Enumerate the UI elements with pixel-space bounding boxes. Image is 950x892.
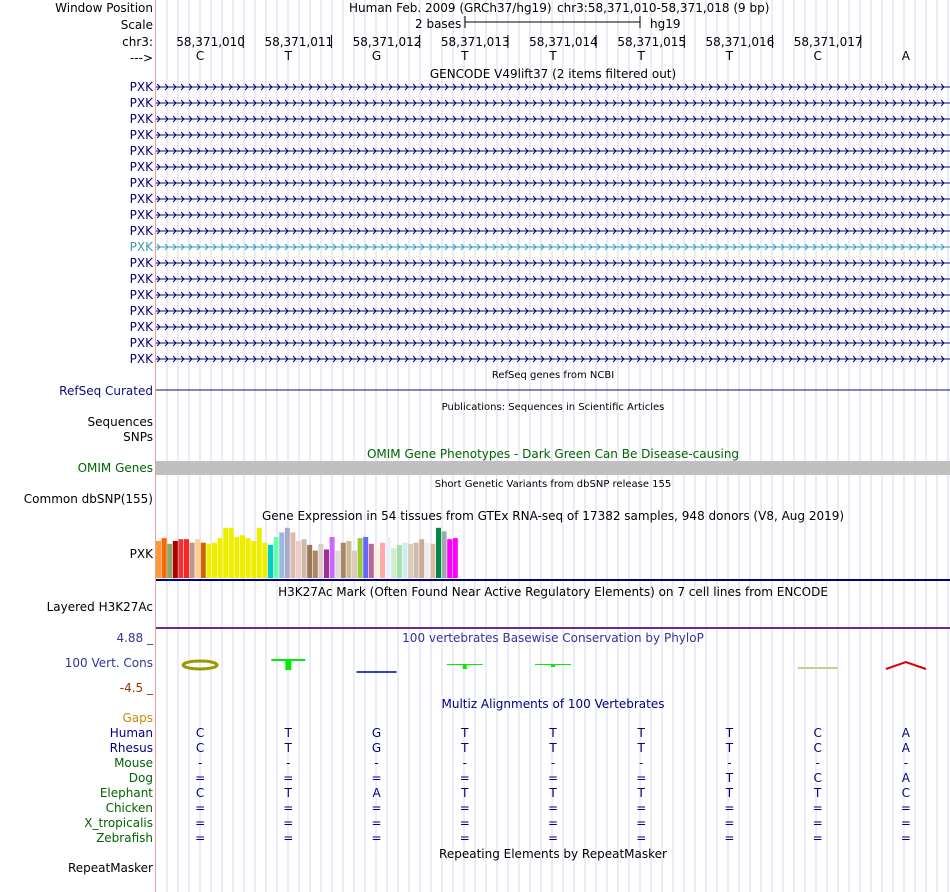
species-label[interactable]: Human bbox=[109, 726, 153, 740]
gtex-bar bbox=[386, 537, 391, 578]
alignment-base: T bbox=[284, 786, 292, 800]
gtex-bar bbox=[346, 541, 351, 578]
gtex-bar bbox=[201, 543, 206, 578]
conservation-glyph-c bbox=[798, 667, 838, 669]
alignment-base: = bbox=[900, 831, 911, 845]
alignment-base: = bbox=[812, 816, 823, 830]
alignment-base: C bbox=[195, 786, 205, 800]
gtex-bar bbox=[436, 528, 441, 578]
gtex-bar bbox=[307, 545, 312, 578]
gtex-bar bbox=[302, 539, 307, 578]
gtex-bar bbox=[212, 543, 217, 578]
gtex-bar bbox=[313, 551, 318, 578]
gtex-bar bbox=[419, 539, 424, 578]
species-label[interactable]: Elephant bbox=[99, 786, 153, 800]
gtex-bar bbox=[262, 543, 267, 578]
gtex-bar bbox=[352, 551, 357, 578]
gtex-bar bbox=[369, 544, 374, 578]
alignment-base: T bbox=[461, 786, 469, 800]
alignment-base: T bbox=[284, 741, 292, 755]
base-letter: A bbox=[901, 49, 910, 63]
conservation-title[interactable]: 100 vertebrates Basewise Conservation by PhyloP bbox=[402, 631, 704, 645]
gencode-transcript-label[interactable]: PXK bbox=[129, 336, 153, 350]
gencode-transcript-label[interactable]: PXK bbox=[129, 128, 153, 142]
alignment-base: T bbox=[637, 741, 645, 755]
base-letter: T bbox=[725, 49, 734, 63]
gencode-transcript-label[interactable]: PXK bbox=[129, 144, 153, 158]
chrom-label: chr3: bbox=[122, 35, 153, 49]
gtex-bar bbox=[425, 543, 430, 578]
alignment-base: T bbox=[461, 741, 469, 755]
gtex-bar bbox=[335, 551, 340, 578]
alignment-base: T bbox=[549, 726, 557, 740]
gtex-bar bbox=[240, 535, 245, 578]
gtex-bar bbox=[296, 541, 301, 578]
gtex-bar bbox=[279, 532, 284, 578]
gtex-bar bbox=[162, 538, 167, 578]
alignment-base: = bbox=[900, 816, 911, 830]
alignment-base: = bbox=[195, 816, 206, 830]
window-position-label: Window Position bbox=[55, 1, 153, 15]
coordinate-label: 58,371,010 bbox=[176, 35, 245, 49]
alignment-base: = bbox=[900, 801, 911, 815]
conservation-glyph-g bbox=[357, 671, 397, 673]
db-label: hg19 bbox=[650, 17, 681, 31]
species-label[interactable]: Chicken bbox=[105, 801, 153, 815]
alignment-base: = bbox=[371, 801, 382, 815]
conservation-max-label: 4.88 _ bbox=[116, 631, 153, 645]
assembly-label: Human Feb. 2009 (GRCh37/hg19) bbox=[349, 1, 552, 15]
gtex-bar bbox=[167, 544, 172, 578]
gtex-bar bbox=[223, 528, 228, 578]
gtex-bar bbox=[268, 545, 273, 578]
scale-label: Scale bbox=[120, 18, 153, 32]
coordinate-label: 58,371,016 bbox=[705, 35, 775, 49]
base-letter: T bbox=[637, 49, 645, 63]
conservation-glyph-a bbox=[886, 662, 926, 669]
conservation-min-label: -4.5 _ bbox=[119, 681, 153, 695]
gtex-bar bbox=[257, 528, 262, 578]
alignment-base: T bbox=[725, 741, 734, 755]
repeatmasker-title[interactable]: Repeating Elements by RepeatMasker bbox=[439, 847, 667, 861]
alignment-base: = bbox=[195, 831, 206, 845]
alignment-base: = bbox=[547, 801, 559, 815]
alignment-base: = bbox=[636, 816, 647, 830]
alignment-base: = bbox=[812, 831, 823, 845]
alignment-base: T bbox=[725, 786, 734, 800]
gencode-transcript-label[interactable]: PXK bbox=[129, 320, 153, 334]
gencode-transcript-label[interactable]: PXK bbox=[129, 224, 153, 238]
gencode-title[interactable]: GENCODE V49lift37 (2 items filtered out) bbox=[429, 67, 677, 81]
gtex-bar bbox=[380, 543, 385, 578]
alignment-base: - bbox=[550, 756, 556, 770]
dbsnp-label[interactable]: Common dbSNP(155) bbox=[23, 492, 153, 506]
gtex-bar bbox=[363, 537, 368, 578]
gtex-bar bbox=[234, 537, 239, 578]
omim-bar bbox=[156, 461, 950, 475]
alignment-base: T bbox=[725, 771, 734, 785]
alignment-base: T bbox=[461, 726, 469, 740]
coordinate-label: 58,371,017 bbox=[793, 35, 863, 49]
gtex-bar bbox=[229, 528, 234, 578]
alignment-base: - bbox=[462, 756, 467, 770]
gtex-bar bbox=[442, 531, 447, 578]
gencode-transcript-label[interactable]: PXK bbox=[129, 288, 153, 302]
gencode-transcript-label[interactable]: PXK bbox=[129, 112, 153, 126]
species-label[interactable]: Zebrafish bbox=[96, 831, 153, 845]
alignment-base: = bbox=[283, 816, 294, 830]
gtex-bar bbox=[285, 528, 290, 578]
gtex-bar bbox=[330, 537, 335, 578]
alignment-base: = bbox=[812, 801, 823, 815]
gtex-bar bbox=[430, 544, 435, 578]
gencode-transcript-label[interactable]: PXK bbox=[129, 192, 153, 206]
alignment-base: - bbox=[639, 756, 644, 770]
alignment-base: = bbox=[459, 816, 470, 830]
omim-label[interactable]: OMIM Genes bbox=[77, 461, 153, 475]
gtex-bar bbox=[318, 544, 323, 578]
gtex-bar bbox=[408, 544, 413, 578]
coordinate-label: 58,371,015 bbox=[617, 35, 687, 49]
alignment-base: T bbox=[284, 726, 292, 740]
alignment-base: = bbox=[283, 831, 294, 845]
alignment-base: = bbox=[283, 801, 294, 815]
alignment-base: = bbox=[459, 801, 470, 815]
base-letter: G bbox=[371, 49, 382, 63]
alignment-base: T bbox=[637, 786, 645, 800]
alignment-base: = bbox=[283, 771, 294, 785]
gtex-bar bbox=[341, 543, 346, 578]
alignment-base: = bbox=[636, 801, 647, 815]
alignment-base: = bbox=[459, 771, 470, 785]
gencode-transcript-label[interactable]: PXK bbox=[129, 304, 153, 318]
alignment-base: C bbox=[813, 726, 822, 740]
alignment-base: - bbox=[727, 756, 732, 770]
alignment-base: = bbox=[195, 771, 206, 785]
base-letter: T bbox=[461, 49, 469, 63]
gencode-transcript-label[interactable]: PXK bbox=[129, 176, 153, 190]
alignment-base: = bbox=[724, 801, 735, 815]
alignment-base: - bbox=[197, 756, 203, 770]
alignment-base: T bbox=[637, 726, 645, 740]
gtex-bar bbox=[358, 538, 363, 578]
alignment-base: = bbox=[547, 771, 559, 785]
gencode-transcript-label[interactable]: PXK bbox=[129, 272, 153, 286]
alignment-base: A bbox=[901, 741, 910, 755]
conservation-glyph-t bbox=[285, 659, 291, 670]
publications-title[interactable]: Publications: Sequences in Scientific Articles bbox=[441, 402, 665, 413]
alignment-base: C bbox=[813, 741, 822, 755]
strand-label: ---> bbox=[129, 51, 153, 65]
refseq-title[interactable]: RefSeq genes from NCBI bbox=[491, 370, 615, 381]
gtex-bar bbox=[391, 548, 396, 578]
multiz-title[interactable]: Multiz Alignments of 100 Vertebrates bbox=[441, 697, 665, 711]
base-letter: C bbox=[813, 49, 822, 63]
alignment-base: = bbox=[547, 816, 559, 830]
alignment-base: C bbox=[813, 771, 822, 785]
alignment-base: = bbox=[724, 831, 735, 845]
sequences-label[interactable]: Sequences bbox=[87, 415, 153, 429]
gtex-bar bbox=[324, 550, 329, 579]
gtex-bar bbox=[447, 539, 452, 578]
repeatmasker-label[interactable]: RepeatMasker bbox=[67, 861, 153, 875]
gaps-label[interactable]: Gaps bbox=[122, 711, 153, 725]
species-label[interactable]: Mouse bbox=[114, 756, 153, 770]
coordinate-label: 58,371,011 bbox=[264, 35, 334, 49]
h3k27ac-label[interactable]: Layered H3K27Ac bbox=[46, 600, 153, 614]
conservation-label[interactable]: 100 Vert. Cons bbox=[64, 656, 153, 670]
h3k27ac-title[interactable]: H3K27Ac Mark (Often Found Near Active Regulatory Elements) on 7 cell lines from ENCODE bbox=[278, 585, 828, 599]
gtex-bar bbox=[195, 539, 200, 578]
gtex-bar bbox=[190, 543, 195, 578]
alignment-base: - bbox=[374, 756, 379, 770]
gencode-transcript-label[interactable]: PXK bbox=[129, 240, 153, 254]
gtex-title[interactable]: Gene Expression in 54 tissues from GTEx RNA-seq of 17382 samples, 948 donors (V8, Aug 2019) bbox=[261, 509, 845, 523]
alignment-base: = bbox=[195, 801, 206, 815]
scale-text: 2 bases bbox=[415, 17, 462, 31]
alignment-base: = bbox=[547, 831, 559, 845]
alignment-base: = bbox=[724, 816, 735, 830]
dbsnp-title[interactable]: Short Genetic Variants from dbSNP release 155 bbox=[434, 479, 672, 490]
conservation-glyph-t bbox=[551, 664, 555, 667]
gtex-bar bbox=[290, 532, 295, 578]
gencode-transcript-label[interactable]: PXK bbox=[129, 256, 153, 270]
alignment-base: A bbox=[901, 771, 910, 785]
alignment-base: - bbox=[815, 756, 820, 770]
alignment-base: C bbox=[901, 786, 911, 800]
alignment-base: = bbox=[371, 771, 382, 785]
gtex-bar bbox=[251, 541, 256, 578]
species-label[interactable]: X_tropicalis bbox=[84, 816, 153, 830]
gencode-transcript-label[interactable]: PXK bbox=[129, 160, 153, 174]
refseq-label[interactable]: RefSeq Curated bbox=[59, 384, 153, 398]
gtex-bar bbox=[397, 545, 402, 578]
base-letter: T bbox=[284, 49, 292, 63]
base-letter: C bbox=[195, 49, 205, 63]
alignment-base: C bbox=[195, 741, 205, 755]
alignment-base: G bbox=[371, 741, 382, 755]
alignment-base: = bbox=[636, 771, 647, 785]
coordinate-label: 58,371,012 bbox=[352, 35, 422, 49]
species-label[interactable]: Dog bbox=[128, 771, 153, 785]
alignment-base: = bbox=[636, 831, 647, 845]
gencode-transcript-label[interactable]: PXK bbox=[129, 96, 153, 110]
alignment-base: - bbox=[286, 756, 291, 770]
gtex-bar bbox=[206, 544, 211, 578]
gencode-transcript-label[interactable]: PXK bbox=[129, 208, 153, 222]
gtex-bar bbox=[414, 543, 419, 578]
coordinate-label: 58,371,014 bbox=[529, 35, 598, 49]
gtex-bar bbox=[246, 538, 251, 578]
gtex-bar bbox=[178, 539, 183, 578]
gtex-bar bbox=[173, 541, 178, 578]
alignment-base: G bbox=[371, 726, 382, 740]
conservation-glyph-t bbox=[463, 664, 467, 669]
gtex-bar bbox=[156, 541, 161, 578]
gtex-bar bbox=[274, 537, 279, 578]
alignment-base: = bbox=[371, 831, 382, 845]
gtex-bar bbox=[184, 539, 189, 578]
alignment-base: = bbox=[371, 816, 382, 830]
omim-title[interactable]: OMIM Gene Phenotypes - Dark Green Can Be Disease-causing bbox=[366, 447, 740, 461]
alignment-base: A bbox=[901, 726, 910, 740]
gtex-bar bbox=[402, 543, 407, 578]
alignment-base: T bbox=[813, 786, 822, 800]
gencode-transcript-label[interactable]: PXK bbox=[129, 80, 153, 94]
gencode-transcript-label[interactable]: PXK bbox=[129, 352, 153, 366]
alignment-base: = bbox=[459, 831, 470, 845]
gtex-bar bbox=[374, 547, 379, 578]
coordinate-label: 58,371,013 bbox=[440, 35, 510, 49]
snps-label[interactable]: SNPs bbox=[123, 430, 153, 444]
gtex-bar bbox=[218, 538, 223, 578]
species-label[interactable]: Rhesus bbox=[109, 741, 153, 755]
alignment-base: T bbox=[549, 786, 557, 800]
position-label: chr3:58,371,010-58,371,018 (9 bp) bbox=[557, 1, 770, 15]
base-letter: T bbox=[549, 49, 557, 63]
alignment-base: T bbox=[549, 741, 557, 755]
alignment-base: T bbox=[725, 726, 734, 740]
gtex-bar bbox=[453, 538, 458, 578]
alignment-base: - bbox=[903, 756, 909, 770]
alignment-base: C bbox=[195, 726, 205, 740]
alignment-base: A bbox=[372, 786, 381, 800]
gtex-label[interactable]: PXK bbox=[129, 547, 153, 561]
